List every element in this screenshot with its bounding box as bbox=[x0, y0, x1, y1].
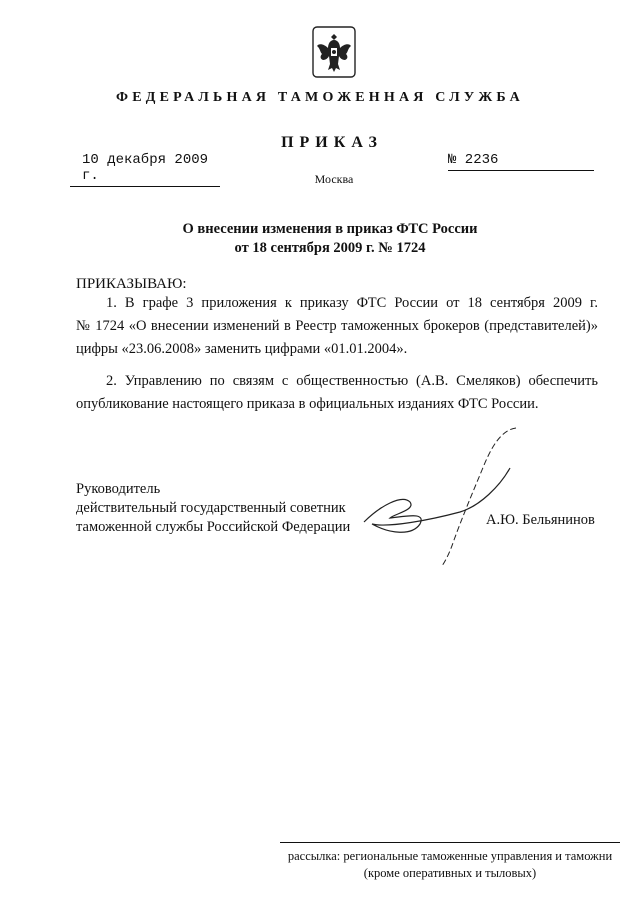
document-type: ПРИКАЗ bbox=[281, 134, 383, 151]
distribution-line-1: рассылка: региональные таможенные управления и таможни bbox=[287, 849, 613, 863]
order-item-1 bbox=[76, 292, 598, 361]
item-1-line-2: № 1724 «О внесении изменений в Реестр таможенных брокеров (представителей)» bbox=[76, 318, 598, 334]
signatory-title-line-3: таможенной службы Российской Федерации bbox=[76, 519, 351, 535]
order-subject bbox=[0, 220, 640, 258]
order-date: 10 декабря 2009 г. bbox=[70, 152, 220, 187]
distribution-divider bbox=[280, 842, 620, 843]
item-1-line-3: цифры «23.06.2008» заменить цифрами «01.01.2004». bbox=[76, 341, 408, 357]
order-item-2 bbox=[76, 370, 598, 416]
city: Москва bbox=[314, 172, 354, 186]
subject-line-1: О внесении изменения в приказ ФТС России bbox=[182, 221, 478, 237]
order-number: № 2236 bbox=[448, 152, 594, 171]
subject-line-2: от 18 сентября 2009 г. № 1724 bbox=[234, 240, 426, 256]
item-1-line-1: 1. В графе 3 приложения к приказу ФТС России от 18 сентября 2009 г. bbox=[106, 295, 598, 311]
signatory-title-line-2: действительный государственный советник bbox=[76, 500, 346, 516]
agency-name: ФЕДЕРАЛЬНАЯ ТАМОЖЕННАЯ СЛУЖБА bbox=[116, 90, 524, 105]
directive-heading: ПРИКАЗЫВАЮ: bbox=[76, 276, 187, 292]
item-2-line-1: 2. Управлению по связям с общественностью (А.В. Смеляков) обеспечить bbox=[106, 373, 598, 389]
coat-of-arms-emblem bbox=[312, 26, 356, 78]
handwritten-signature bbox=[350, 420, 530, 570]
signatory-name: А.Ю. Бельянинов bbox=[486, 512, 595, 528]
item-2-line-2: опубликование настоящего приказа в официальных изданиях ФТС России. bbox=[76, 396, 539, 412]
distribution-list bbox=[280, 848, 620, 882]
distribution-line-2: (кроме оперативных и тыловых) bbox=[363, 866, 537, 880]
signatory-title-line-1: Руководитель bbox=[76, 481, 161, 497]
signatory-title bbox=[76, 480, 350, 537]
